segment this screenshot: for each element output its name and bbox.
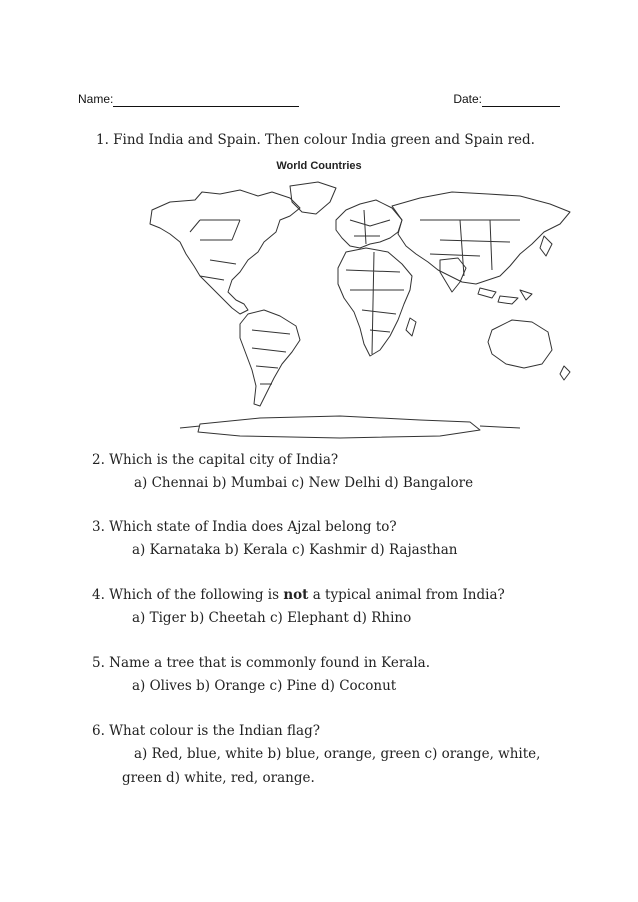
question-6-options-line-2: green d) white, red, orange. [122,770,315,786]
world-map-outline [140,180,585,442]
question-5: 5. Name a tree that is commonly found in Kerala. [92,655,430,671]
question-6: 6. What colour is the Indian flag? [92,723,320,739]
question-5-options: a) Olives b) Orange c) Pine d) Coconut [132,678,397,694]
date-field[interactable] [453,92,560,107]
europe-outline [336,200,402,248]
north-america-outline [150,190,300,314]
question-2: 2. Which is the capital city of India? [92,452,339,468]
south-america-outline [240,310,300,406]
name-label: Name: [78,92,114,106]
question-4-text-after: a typical animal from India? [308,587,505,603]
question-4-text-before: 4. Which of the following is [92,587,284,603]
greenland-outline [290,182,336,214]
name-blank-line[interactable] [113,92,299,107]
africa-outline [338,248,412,356]
map-title: World Countries [276,160,362,172]
australia-outline [488,320,552,368]
worksheet-header [78,92,560,112]
southeast-asia-islands [478,288,532,304]
question-4-emphasis: not [283,587,309,603]
question-3-options: a) Karnataka b) Kerala c) Kashmir d) Rajasthan [132,542,458,558]
date-label: Date: [453,92,482,106]
question-4-options: a) Tiger b) Cheetah c) Elephant d) Rhino [132,610,412,626]
question-1: 1. Find India and Spain. Then colour India green and Spain red. [96,132,535,148]
name-field[interactable] [78,92,299,107]
japan-outline [540,236,552,256]
india-outline [440,258,466,292]
madagascar-outline [406,318,416,336]
date-blank-line[interactable] [482,92,560,107]
question-4 [92,587,505,603]
new-zealand-outline [560,366,570,380]
antarctica-outline [198,416,480,438]
question-2-options: a) Chennai b) Mumbai c) New Delhi d) Bangalore [134,475,474,491]
question-3: 3. Which state of India does Ajzal belong to? [92,519,397,535]
question-6-options-line-1: a) Red, blue, white b) blue, orange, green c) orange, white, [134,746,541,762]
